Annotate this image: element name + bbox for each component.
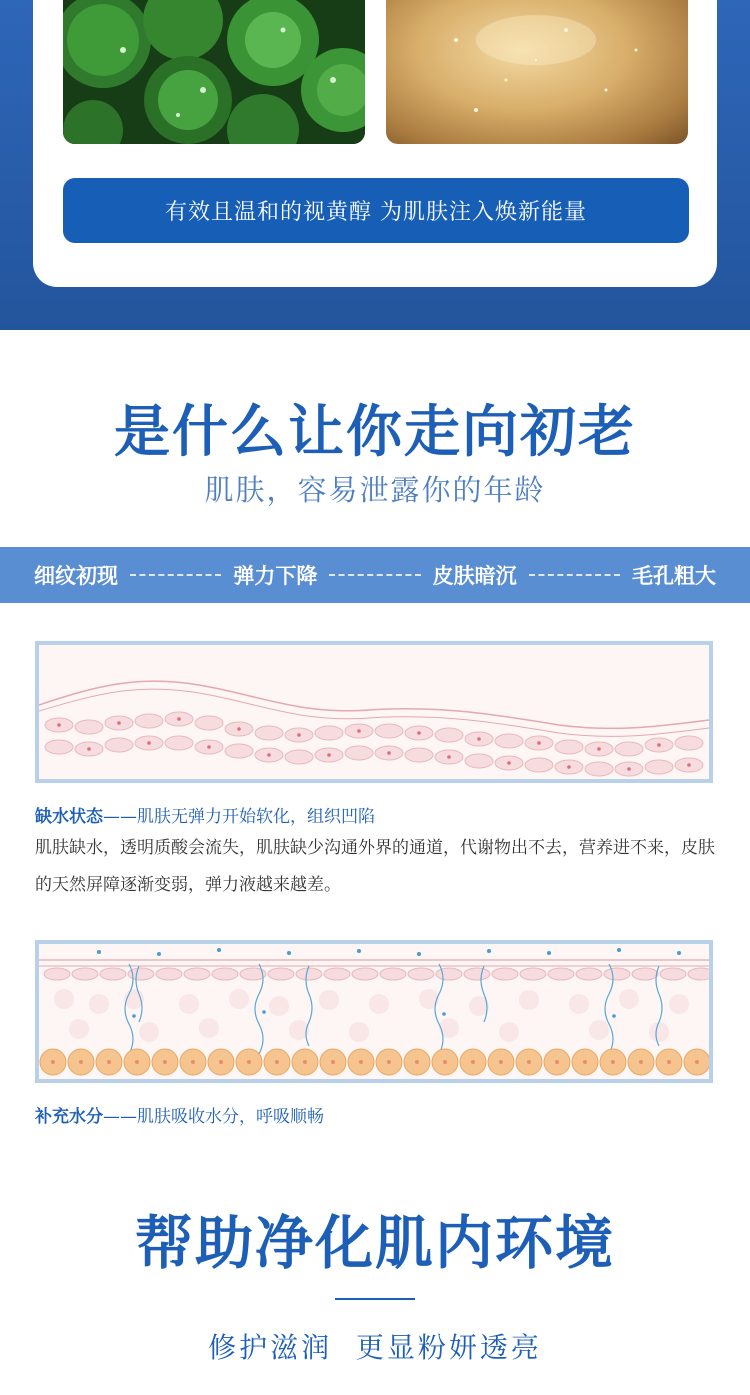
symptom-elasticity-loss: 弹力下降 bbox=[233, 564, 318, 588]
dashed-divider bbox=[329, 574, 420, 576]
symptom-dullness: 皮肤暗沉 bbox=[432, 564, 517, 588]
retinol-gel-texture-image bbox=[386, 0, 688, 144]
dashed-divider bbox=[529, 574, 620, 576]
dehydrated-caption bbox=[35, 802, 375, 827]
dehydrated-skin-diagram bbox=[35, 641, 713, 783]
centella-leaves-image bbox=[63, 0, 365, 144]
purify-section-title: 帮助净化肌内环境 bbox=[134, 1209, 615, 1277]
hydrated-caption bbox=[35, 1102, 324, 1127]
title-underline bbox=[335, 1298, 415, 1300]
dehydrated-description: 肌肤缺水，透明质酸会流失，肌肤缺少沟通外界的通道，代谢物出不去，营养进不来，皮肤的天然屏障逐渐变弱，弹力液越来越差。 bbox=[35, 838, 715, 895]
dehydrated-label-suffix: ——肌肤无弹力开始软化，组织凹陷 bbox=[103, 807, 375, 827]
dehydrated-label: 缺水状态 bbox=[35, 807, 103, 827]
hydrated-skin-diagram bbox=[35, 940, 713, 1083]
purify-section-subtitle: 修护滋润 更显粉妍透亮 bbox=[208, 1331, 542, 1364]
hydrated-label-suffix: ——肌肤吸收水分，呼吸顺畅 bbox=[103, 1107, 324, 1127]
tagline-text: 有效且温和的视黄醇 为肌肤注入焕新能量 bbox=[165, 200, 587, 225]
tagline-banner bbox=[63, 178, 689, 243]
symptom-bar bbox=[0, 547, 750, 603]
dashed-divider bbox=[130, 574, 221, 576]
symptom-fine-lines: 细纹初现 bbox=[34, 564, 118, 588]
aging-section-title: 是什么让你走向初老 bbox=[114, 400, 636, 465]
hydrated-label: 补充水分 bbox=[35, 1107, 103, 1127]
symptom-large-pores: 毛孔粗大 bbox=[631, 564, 716, 588]
aging-section-subtitle: 肌肤，容易泄露你的年龄 bbox=[204, 473, 546, 507]
